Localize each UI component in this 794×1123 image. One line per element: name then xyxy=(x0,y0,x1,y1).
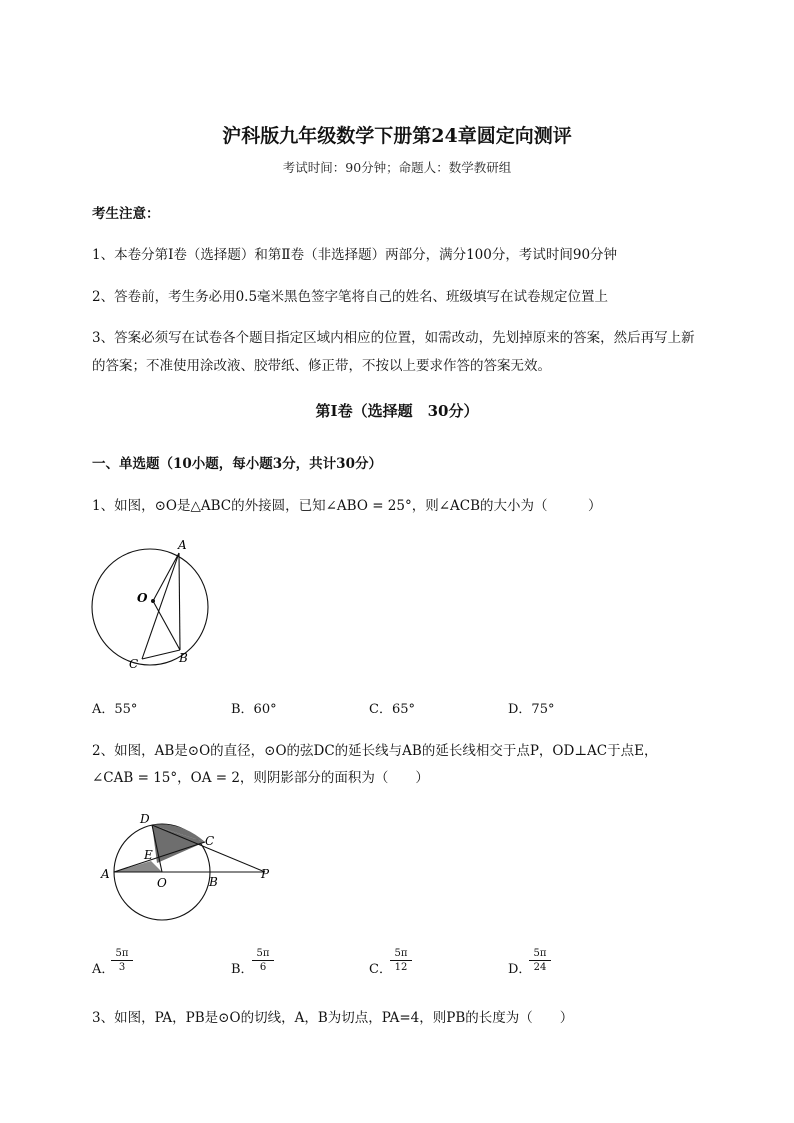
label-d: D xyxy=(140,812,150,826)
segment-ac xyxy=(142,553,179,659)
label-c: C xyxy=(205,834,215,848)
q2-option-d-fraction: $\frac{5\pi}{24}$ xyxy=(529,948,551,974)
label-o: O xyxy=(157,876,167,890)
question-3-stem: 3、如图，PA，PB是⊙O的切线，A，B为切点，PA=4，则PB的长度为（ ） xyxy=(92,1010,574,1026)
q2-option-a-fraction: $\frac{5\pi}{3}$ xyxy=(111,948,133,974)
q2-option-b-letter: B． xyxy=(231,962,254,977)
segment-ab xyxy=(179,553,180,650)
question-2-stem-line-2: ∠CAB = 15°，OA = 2，则阴影部分的面积为（ ） xyxy=(92,770,429,786)
part-heading: 一、单选题（10小题，每小题3分，共计30分） xyxy=(92,456,382,472)
q1-option-d[interactable]: D．75° xyxy=(508,702,555,717)
label-b: B xyxy=(179,651,188,665)
q2-option-b[interactable] xyxy=(231,948,291,984)
q1-option-a[interactable]: A．55° xyxy=(92,702,138,717)
q2-option-a-letter: A． xyxy=(92,962,115,977)
circle-o xyxy=(92,549,208,665)
label-o: O xyxy=(137,591,148,605)
question-2-figure xyxy=(95,805,285,930)
q2-option-d-letter: D． xyxy=(508,962,532,977)
segment-oa xyxy=(153,553,179,601)
label-p: P xyxy=(261,867,270,881)
label-a: A xyxy=(101,867,110,881)
notice-item-2: 2、答卷前，考生务必用0.5毫米黑色签字笔将自己的姓名、班级填写在试卷规定位置上 xyxy=(92,289,609,305)
q2-option-c[interactable] xyxy=(369,948,429,984)
notice-heading: 考生注意： xyxy=(92,206,160,222)
segment-ob xyxy=(153,601,180,650)
shaded-region-lower xyxy=(114,861,162,872)
label-e: E xyxy=(144,848,153,862)
section-title: 第I卷（选择题 30分） xyxy=(315,402,479,420)
label-c: C xyxy=(129,657,139,670)
segment-cb xyxy=(142,650,180,659)
q2-option-d[interactable] xyxy=(508,948,568,984)
label-a: A xyxy=(178,538,187,552)
q2-option-a[interactable] xyxy=(92,948,152,984)
label-b: B xyxy=(209,875,218,889)
notice-item-3-cont: 的答案；不准使用涂改液、胶带纸、修正带，不按以上要求作答的答案无效。 xyxy=(92,358,551,374)
notice-item-3: 3、答案必须写在试卷各个题目指定区域内相应的位置，如需改动，先划掉原来的答案，然后再写上新 xyxy=(92,330,695,346)
question-1-figure xyxy=(85,535,220,670)
q2-option-c-fraction: $\frac{5\pi}{12}$ xyxy=(390,948,412,974)
notice-item-1: 1、本卷分第I卷（选择题）和第Ⅱ卷（非选择题）两部分，满分100分，考试时间90分钟 xyxy=(92,247,618,263)
exam-info: 考试时间：90分钟；命题人：数学教研组 xyxy=(282,160,512,175)
q2-option-b-fraction: $\frac{5\pi}{6}$ xyxy=(252,948,274,974)
page-title: 沪科版九年级数学下册第24章圆定向测评 xyxy=(222,125,572,147)
q1-option-b[interactable]: B．60° xyxy=(231,702,277,717)
question-1-stem: 1、如图，⊙O是△ABC的外接圆，已知∠ABO = 25°，则∠ACB的大小为（ ） xyxy=(92,498,602,514)
q1-option-c[interactable]: C．65° xyxy=(369,702,415,717)
center-point xyxy=(151,599,155,603)
q2-option-c-letter: C． xyxy=(369,962,392,977)
question-2-stem-line-1: 2、如图，AB是⊙O的直径，⊙O的弦DC的延长线与AB的延长线相交于点P，OD⊥AC于点E， xyxy=(92,743,658,759)
